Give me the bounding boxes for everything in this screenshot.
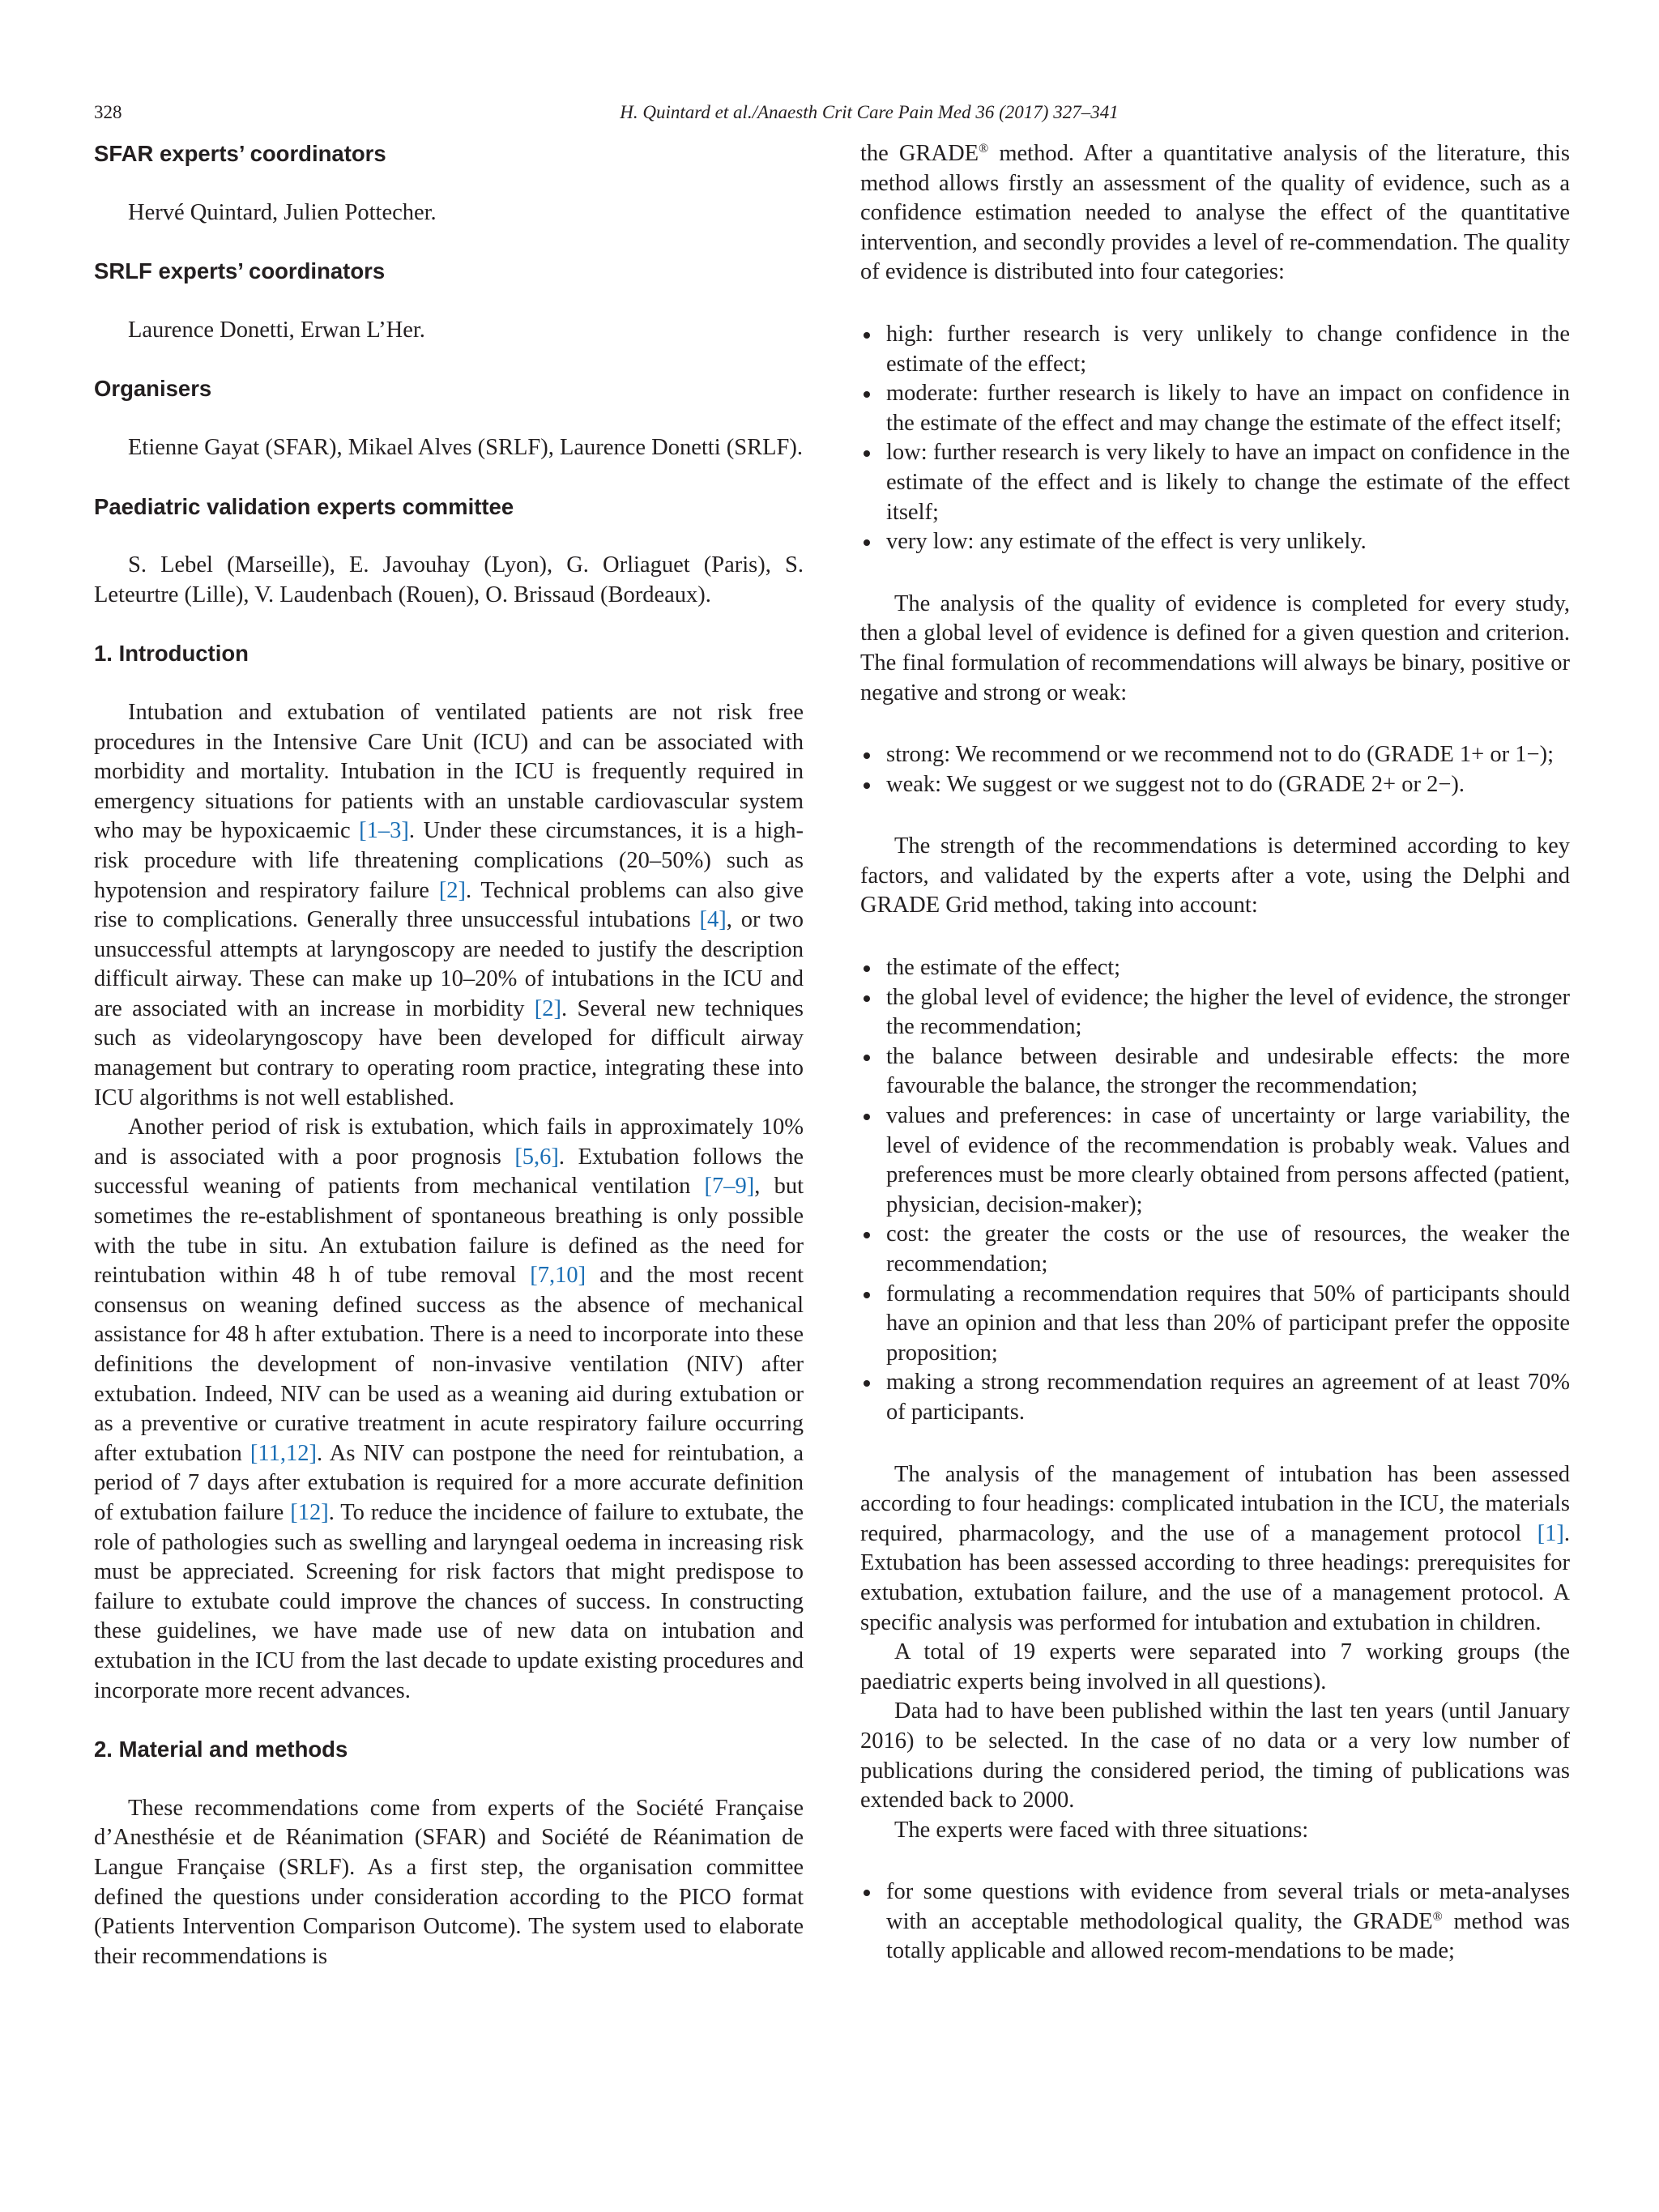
experts-paragraph: A total of 19 experts were separated into 7 working groups (the paediatric experts being involved in all questions). [860,1639,1570,1694]
bullet-icon [864,1055,870,1061]
situations-list [860,1877,1570,1967]
list-item: low: further research is very likely to have an impact on confidence in the estimate of the effect and is likely to change the estimate of the effect itself; [860,438,1570,527]
bullet-icon [864,1232,870,1238]
bullet-icon [864,450,870,457]
list-item: making a strong recommendation requires an agreement of at least 70% of participants. [860,1368,1570,1427]
running-head: H. Quintard et al./Anaesth Crit Care Pain Med 36 (2017) 327–341 [620,102,1119,122]
bullet-icon [864,782,870,789]
strength-list [860,740,1570,799]
list-item: the balance between desirable and undesirable effects: the more favourable the balance, the stronger the recommendation; [860,1042,1570,1102]
left-column [94,139,804,1971]
list-item: cost: the greater the costs or the use of resources, the weaker the recommendation; [860,1220,1570,1279]
organisers-heading: Organisers [94,376,212,402]
bullet-icon [864,539,870,546]
introduction-heading: 1. Introduction [94,641,249,667]
key-factors-list [860,953,1570,1428]
paediatric-committee-names: S. Lebel (Marseille), E. Javouhay (Lyon), G. Orliaguet (Paris), S. Leteurtre (Lille), V. Laudenbach (Rouen), O. Brissaud (Bordeaux). [94,552,804,607]
page-header [94,99,1572,126]
citation-link[interactable]: [5,6] [514,1144,559,1170]
registered-mark: ® [1432,1909,1443,1924]
citation-link[interactable]: [2] [438,877,467,903]
bullet-icon [864,752,870,759]
list-item: weak: We suggest or we suggest not to do (GRADE 2+ or 2−). [860,770,1570,800]
registered-mark: ® [979,142,989,156]
citation-link[interactable]: [11,12] [249,1440,317,1466]
list-item: strong: We recommend or we recommend not to do (GRADE 1+ or 1−); [860,740,1570,770]
methods-paragraph-1: These recommendations come from experts of the Société Française d’Anesthésie et de Réanimation (SFAR) and Société de Réanimation de Langue Française (SRLF). As a first step, the organisation committee defined the questions under consideration according to the PICO format (Patients Intervention Comparison Outcome). The system used to elaborate their recommendations is [94,1795,804,1969]
sfar-coordinators-heading: SFAR experts’ coordinators [94,141,386,166]
management-paragraph: The analysis of the management of intubation has been assessed according to four headings: complicated intubation in the ICU, the materials required, pharmacology, and the use of a management protocol [1]. Extubation has been assessed according to three headings: prerequisites for extubation, extubation failure, and the use of a management protocol. A specific analysis was performed for intubation and extubation in children. [860,1461,1570,1635]
list-item: values and preferences: in case of uncertainty or large variability, the level of evidence of the recommendation is probably weak. Values and preferences must be more clearly obtained from persons affected (patient, physician, decision-maker); [860,1102,1570,1220]
list-item: moderate: further research is likely to have an impact on confidence in the estimate of the effect and may change the estimate of the effect itself; [860,379,1570,438]
list-item: formulating a recommendation requires that 50% of participants should have an opinion and that less than 20% of participant prefer the opposite proposition; [860,1280,1570,1369]
page-number: 328 [94,102,122,122]
list-item: for some questions with evidence from several trials or meta-analyses with an acceptable methodological quality, the GRADE® method was totally applicable and allowed recom-mendations to be made; [860,1877,1570,1967]
strength-paragraph: The strength of the recommendations is determined according to key factors, and validated by the experts after a vote, using the Delphi and GRADE Grid method, taking into account: [860,833,1570,918]
srlf-coordinators-names: Laurence Donetti, Erwan L’Her. [128,317,425,343]
quality-of-evidence-list [860,320,1570,557]
methods-heading: 2. Material and methods [94,1737,348,1762]
introduction-paragraph-1: Intubation and extubation of ventilated patients are not risk free procedures in the Intensive Care Unit (ICU) and can be associated with morbidity and mortality. Intubation in the ICU is frequently required in emergency situations for patients with an unstable cardiovascular system who may be hypoxicaemic [1–3]. Under these circumstances, it is a high-risk procedure with life threatening complications (20–50%) such as hypotension and respiratory failure [2]. Technical problems can also give rise to complications. Generally three unsuccessful intubations [4], or two unsuccessful attempts at laryngoscopy are needed to justify the description difficult airway. These can make up 10–20% of intubations in the ICU and are associated with an increase in morbidity [2]. Several new techniques such as videolaryngoscopy have been developed for difficult airway management but contrary to operating room practice, integrating these into ICU algorithms is not well established. [94,699,804,1110]
introduction-paragraph-2: Another period of risk is extubation, which fails in approximately 10% and is associated with a poor prognosis [5,6]. Extubation follows the successful weaning of patients from mechanical ventilation [7–9], but sometimes the re-establishment of spontaneous breathing is only possible with the tube in situ. An extubation failure is defined as the need for reintubation within 48 h of tube removal [7,10] and the most recent consensus on weaning defined success as the absence of mechanical assistance for 48 h after extubation. There is a need to incorporate into these definitions the development of non-invasive ventilation (NIV) after extubation. Indeed, NIV can be used as a weaning aid during extubation or as a preventive or curative treatment in acute respiratory failure occurring after extubation [11,12]. As NIV can postpone the need for reintubation, a period of 7 days after extubation is required for a more accurate definition of extubation failure [12]. To reduce the incidence of failure to extubate, the role of pathologies such as swelling and laryngeal oedema in increasing risk must be appreciated. Screening for risk factors that might predispose to failure to extubate could improve the chances of success. In constructing these guidelines, we have made use of new data on intubation and extubation in the ICU from the last decade to update existing procedures and incorporate more recent advances. [94,1115,804,1703]
list-item: very low: any estimate of the effect is very unlikely. [860,527,1570,557]
bullet-icon [864,1380,870,1387]
list-item: the global level of evidence; the higher the level of evidence, the stronger the recommendation; [860,983,1570,1042]
sfar-coordinators-names: Hervé Quintard, Julien Pottecher. [128,199,437,225]
bullet-icon [864,995,870,1002]
citation-link[interactable]: [7,10] [530,1263,586,1289]
data-selection-paragraph: Data had to have been published within the last ten years (until January 2016) to be selected. In the case of no data or a very low number of publications during the considered period, the timing of publications was extended back to 2000. [860,1698,1570,1813]
grade-paragraph: the GRADE® method. After a quantitative analysis of the literature, this method allows firstly an assessment of the quality of evidence, such as a confidence estimation needed to analyse the effect of the quantitative intervention, and secondly provides a level of re-commendation. The quality of evidence is distributed into four categories: [860,141,1570,285]
bullet-icon [864,965,870,972]
citation-link[interactable]: [7–9] [704,1174,755,1200]
analysis-paragraph: The analysis of the quality of evidence is completed for every study, then a global level of evidence is defined for a given question and criterion. The final formulation of recommendations will always be binary, positive or negative and strong or weak: [860,590,1570,705]
right-column [860,139,1570,1967]
citation-link[interactable]: [2] [534,995,562,1021]
paediatric-committee-heading: Paediatric validation experts committee [94,493,514,519]
citation-link[interactable]: [1] [1537,1520,1564,1546]
citation-link[interactable]: [4] [699,907,727,933]
list-item: the estimate of the effect; [860,953,1570,983]
list-item: high: further research is very unlikely to change confidence in the estimate of the effect; [860,320,1570,379]
srlf-coordinators-heading: SRLF experts’ coordinators [94,258,386,284]
citation-link[interactable]: [12] [290,1499,329,1525]
organisers-names: Etienne Gayat (SFAR), Mikael Alves (SRLF), Laurence Donetti (SRLF). [128,434,803,460]
bullet-icon [864,332,870,339]
bullet-icon [864,1890,870,1896]
bullet-icon [864,391,870,398]
situations-paragraph: The experts were faced with three situations: [894,1817,1309,1843]
citation-link[interactable]: [1–3] [359,818,409,844]
bullet-icon [864,1114,870,1120]
bullet-icon [864,1292,870,1298]
